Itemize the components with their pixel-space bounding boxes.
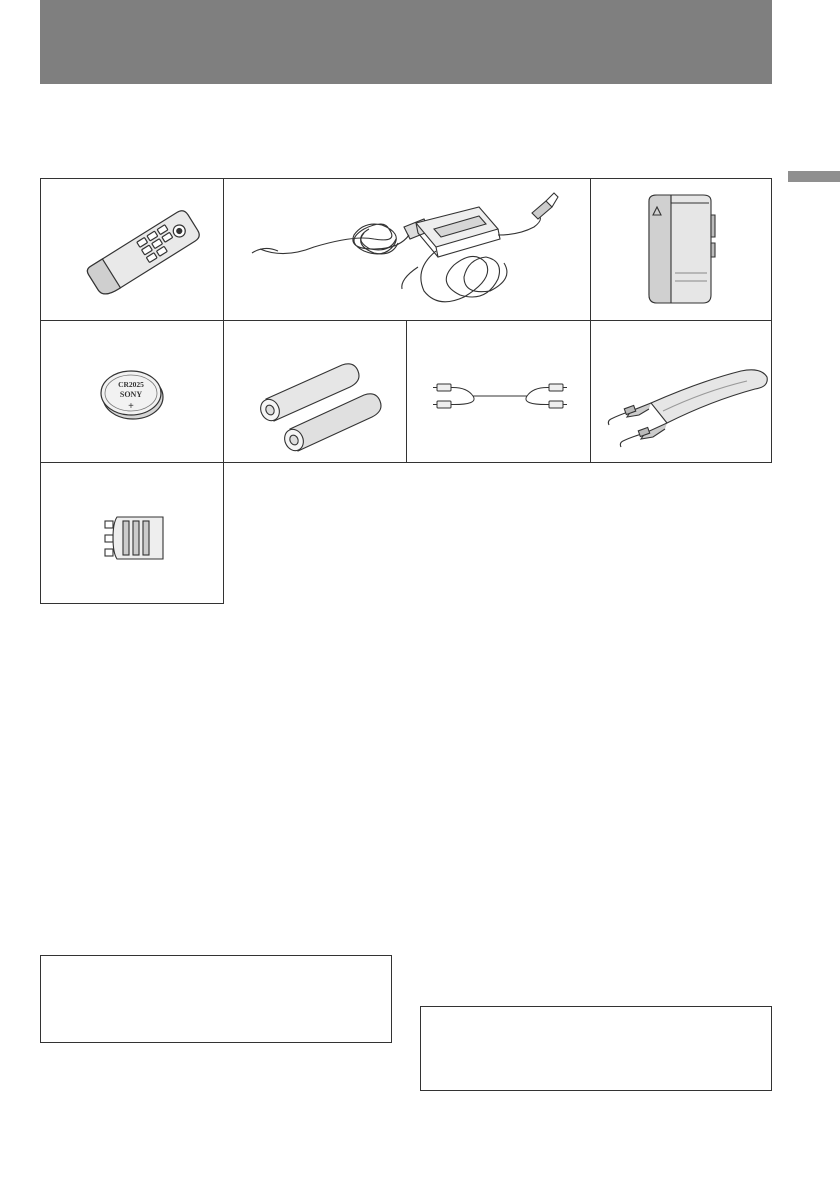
accessory-cell-21-pin-adaptor [40,462,224,604]
remote-control-icon [41,179,225,322]
accessory-cell-lithium-battery [40,320,224,463]
section-tab [788,171,840,182]
note-box-right [420,1006,772,1091]
av-cable-icon [407,321,592,464]
scart-adaptor-icon [41,463,225,605]
accessory-cell-aa-batteries [223,320,407,463]
accessory-cell-battery-pack [590,178,772,321]
ac-adaptor-icon [224,179,592,322]
coin-model-label: CR2025 [118,380,144,389]
coin-sign-label: + [128,401,134,412]
accessory-cell-ac-adaptor [223,178,591,321]
header-bar [40,0,772,84]
shoulder-strap-icon [591,321,773,464]
aa-batteries-icon [224,321,408,464]
coin-brand-label: SONY [119,390,143,399]
coin-battery-icon [41,321,225,464]
note-box-left [40,955,392,1043]
accessory-cell-av-cable [406,320,591,463]
accessory-cell-remote-commander [40,178,224,321]
accessory-cell-shoulder-strap [590,320,772,463]
battery-pack-icon [591,179,773,322]
